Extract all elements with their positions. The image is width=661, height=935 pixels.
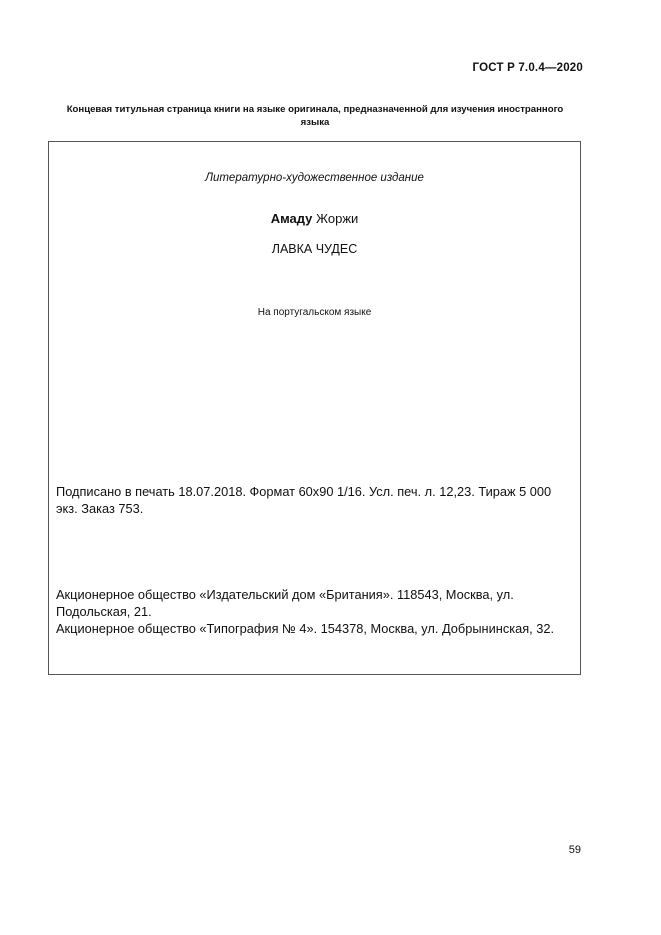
title-page-frame [48,141,581,675]
standard-code: ГОСТ Р 7.0.4—2020 [472,62,583,74]
author-name: Жоржи [316,211,359,226]
printer-info: Акционерное общество «Типография № 4». 154378, Москва, ул. Добрынинская, 32. [56,621,555,636]
language-note: На португальском языке [257,307,372,318]
edition-type: Литературно-художественное издание [205,172,424,184]
page-number: 59 [568,844,581,856]
publishers-block [56,586,571,637]
print-info: Подписано в печать 18.07.2018. Формат 60x90 1/16. Усл. печ. л. 12,23. Тираж 5 000 экз. Заказ 753. [56,484,552,516]
publisher-info: Акционерное общество «Издательский дом «Британия». 118543, Москва, ул. Подольская, 21. [56,587,514,619]
author-surname: Амаду [270,211,313,226]
book-title: ЛАВКА ЧУДЕС [271,242,358,256]
author [49,211,580,226]
figure-caption: Концевая титульная страница книги на языке оригинала, предназначенной для изучения иностранного языка [66,104,564,128]
